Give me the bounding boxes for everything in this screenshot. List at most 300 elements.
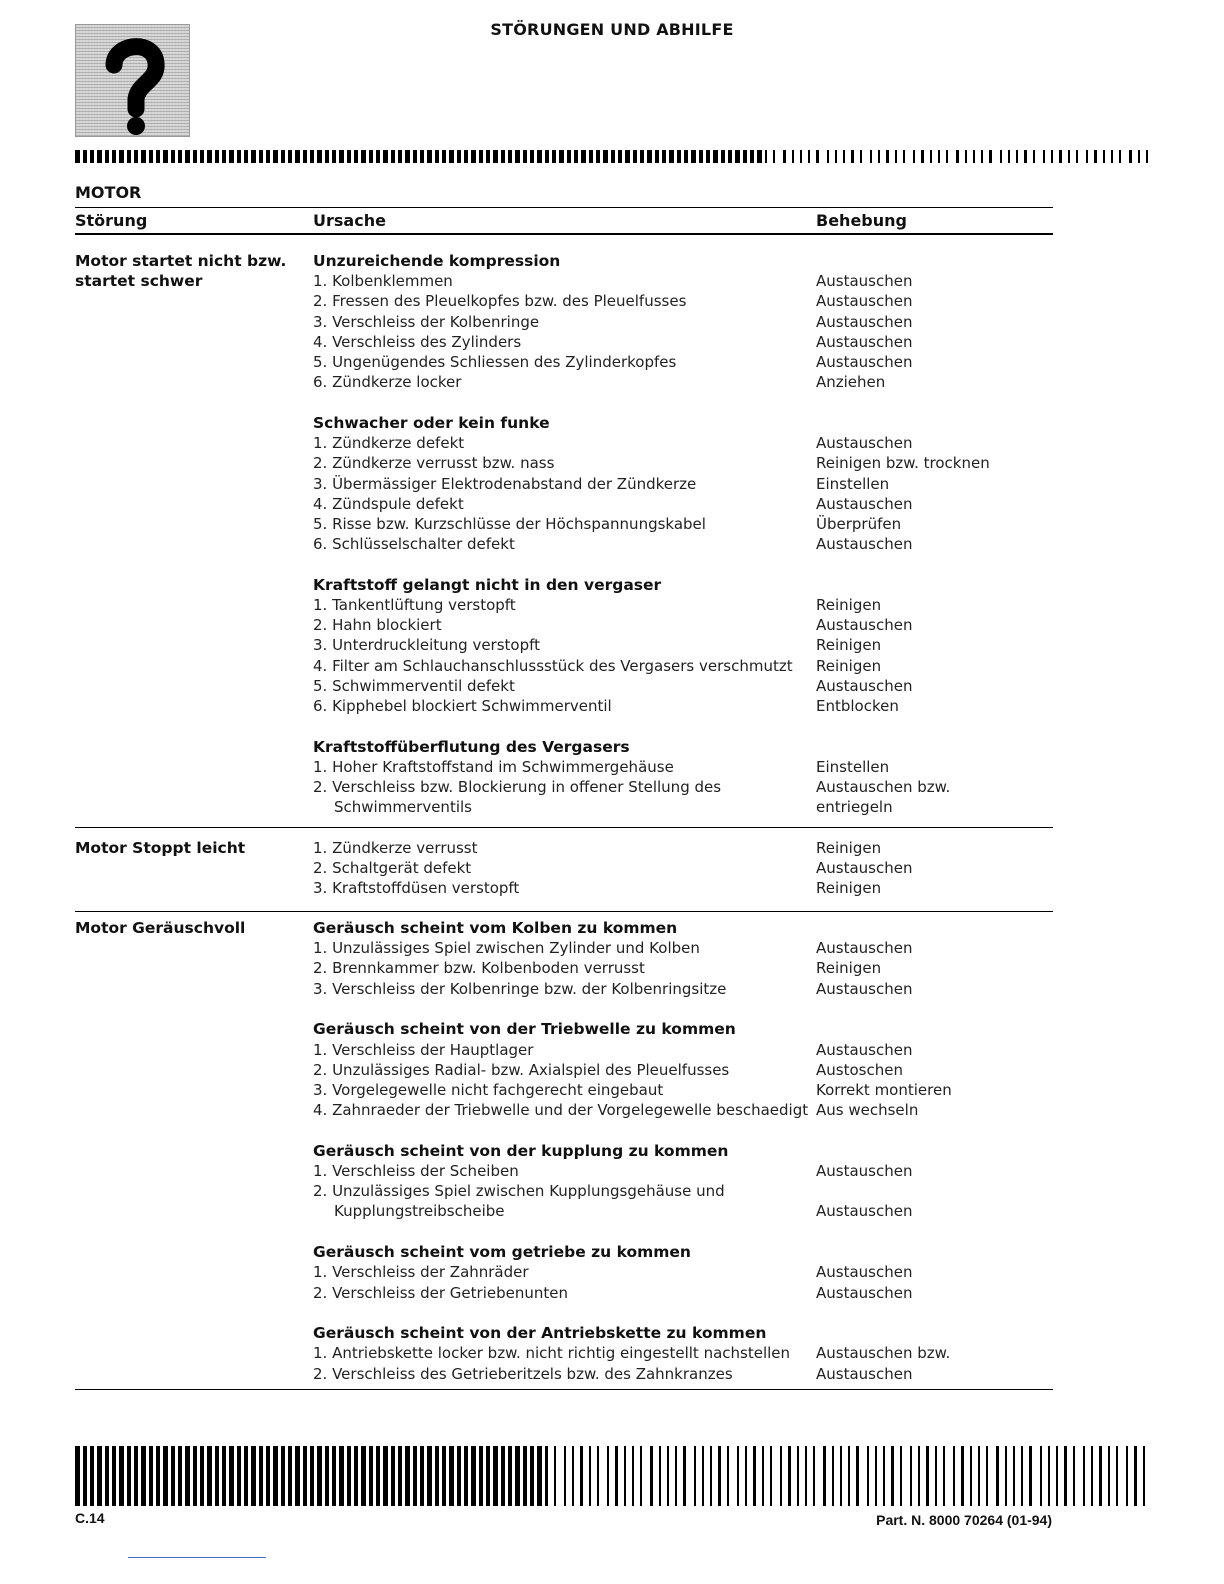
barcode-bar: [266, 150, 270, 163]
group-separator-rule: [75, 1389, 1053, 1390]
barcode-bar: [537, 1446, 542, 1506]
barcode-bar: [943, 1446, 945, 1506]
barcode-bar: [1013, 1446, 1015, 1506]
remedy-item: Aus wechseln: [816, 1101, 919, 1120]
barcode-bar: [479, 1446, 483, 1506]
barcode-bar: [376, 150, 380, 163]
barcode-bar: [244, 1446, 248, 1506]
barcode-bar: [369, 1446, 373, 1506]
barcode-bar: [391, 1446, 395, 1506]
remedy-item: Anziehen: [816, 373, 886, 392]
barcode-bar: [625, 150, 630, 163]
barcode-bar: [823, 1446, 826, 1506]
barcode-bar: [354, 150, 358, 163]
barcode-bar: [501, 150, 505, 163]
barcode-bar: [1146, 150, 1148, 163]
page-number: C.14: [75, 1510, 105, 1526]
barcode-bar: [1086, 150, 1088, 163]
barcode-bar: [449, 150, 454, 163]
barcode-bar: [574, 150, 578, 163]
barcode-bar: [840, 1446, 842, 1506]
barcode-bar: [207, 150, 212, 163]
barcode-bar: [537, 150, 542, 163]
barcode-bar: [325, 1446, 329, 1506]
remedy-item: Austauschen: [816, 859, 913, 878]
barcode-bar: [288, 1446, 292, 1506]
barcode-bar: [222, 150, 226, 163]
barcode-bar: [281, 1446, 285, 1506]
barcode-bar: [728, 150, 732, 163]
barcode-bar: [1051, 150, 1053, 163]
barcode-bar: [1024, 150, 1027, 163]
barcode-bar: [1040, 1446, 1042, 1506]
barcode-bar: [895, 150, 897, 163]
barcode-bar: [773, 150, 775, 163]
cause-group-title: Geräusch scheint von der kupplung zu kommen: [313, 1141, 729, 1160]
barcode-bar: [624, 1446, 626, 1506]
cause-item: 3. Unterdruckleitung verstopft: [313, 636, 541, 655]
barcode-bar: [134, 150, 138, 163]
barcode-bar: [832, 1446, 834, 1506]
remedy-item: Austauschen: [816, 494, 913, 513]
barcode-bar: [215, 150, 219, 163]
header-bottom-rule: [75, 233, 1053, 235]
cause-item: 4. Verschleiss des Zylinders: [313, 332, 522, 351]
barcode-bar: [935, 1446, 937, 1506]
barcode-bar: [193, 150, 197, 163]
column-header-remedy: Behebung: [816, 211, 907, 230]
barcode-bar: [339, 1446, 344, 1506]
cause-group-title: Geräusch scheint vom Kolben zu kommen: [313, 919, 678, 937]
barcode-bar: [797, 1446, 799, 1506]
barcode-bar: [90, 150, 94, 163]
barcode-bar: [1043, 150, 1045, 163]
remedy-item: Reinigen: [816, 596, 882, 614]
barcode-bar: [867, 1446, 869, 1506]
barcode-bar: [762, 1446, 764, 1506]
barcode-bar: [946, 150, 948, 163]
part-number: Part. N. 8000 70264 (01-94): [876, 1512, 1052, 1528]
barcode-bar: [112, 150, 116, 163]
barcode-bar: [464, 150, 468, 163]
cause-item: 4. Zündspule defekt: [313, 494, 464, 513]
barcode-bar: [361, 1446, 366, 1506]
barcode-bar: [702, 1446, 704, 1506]
barcode-bar: [1048, 1446, 1050, 1506]
barcode-bar: [545, 150, 549, 163]
barcode-bar: [903, 150, 905, 163]
cause-item: 1. Verschleiss der Hauptlager: [313, 1040, 534, 1059]
barcode-bar: [745, 1446, 747, 1506]
barcode-bar: [237, 1446, 241, 1506]
barcode-bar: [589, 150, 593, 163]
barcode-bar: [325, 150, 329, 163]
barcode-bar: [559, 150, 564, 163]
barcode-bar: [757, 150, 762, 163]
cause-item: 4. Filter am Schlauchanschlussstück des Vergasers verschmutzt: [313, 656, 793, 675]
remedy-item: Reinigen: [816, 839, 882, 857]
barcode-bar: [961, 1446, 964, 1506]
cause-item: 2. Zündkerze verrusst bzw. nass: [313, 454, 555, 473]
barcode-bar: [376, 1446, 380, 1506]
barcode-bar: [266, 1446, 270, 1506]
barcode-bar: [792, 150, 794, 163]
barcode-bar: [237, 150, 241, 163]
barcode-bar: [281, 150, 285, 163]
barcode-bar: [603, 150, 608, 163]
barcode-bar: [295, 1446, 300, 1506]
barcode-bar: [222, 1446, 226, 1506]
remedy-item: Entblocken: [816, 697, 899, 715]
barcode-bar: [1005, 1446, 1007, 1506]
barcode-bar: [361, 150, 366, 163]
barcode-bar: [303, 1446, 307, 1506]
barcode-bar: [332, 1446, 336, 1506]
barcode-bar: [567, 150, 571, 163]
barcode-bar: [105, 1446, 109, 1506]
cause-item: 2. Verschleiss der Getriebenunten: [313, 1283, 568, 1302]
barcode-bar: [1091, 1446, 1093, 1506]
barcode-bar: [259, 1446, 263, 1506]
barcode-bar: [545, 1446, 548, 1506]
barcode-bar: [650, 1446, 653, 1506]
barcode-bar: [83, 150, 87, 163]
barcode-bar: [207, 1446, 212, 1506]
barcode-bar: [310, 1446, 314, 1506]
barcode-bar: [413, 1446, 417, 1506]
barcode-bar: [141, 1446, 146, 1506]
barcode-bar: [1076, 150, 1078, 163]
barcode-bar: [398, 1446, 402, 1506]
barcode-bar: [989, 150, 992, 163]
barcode-bar: [464, 1446, 468, 1506]
barcode-bar: [580, 1446, 583, 1506]
cause-item: 1. Verschleiss der Scheiben: [313, 1162, 519, 1180]
barcode-bar: [1094, 150, 1097, 163]
column-header-cause: Ursache: [313, 211, 386, 230]
barcode-bar: [800, 150, 802, 163]
barcode-bar: [921, 150, 924, 163]
barcode-bar: [339, 150, 344, 163]
barcode-bar: [295, 150, 300, 163]
barcode-bar: [200, 1446, 204, 1506]
barcode-bar: [427, 1446, 432, 1506]
barcode-bar: [684, 150, 688, 163]
barcode-bar: [808, 150, 810, 163]
barcode-bar: [1138, 150, 1140, 163]
barcode-bar: [515, 1446, 520, 1506]
cause-item: 2. Schaltgerät defekt: [313, 859, 472, 878]
barcode-bar: [1064, 1446, 1067, 1506]
barcode-bar: [317, 1446, 322, 1506]
barcode-bar: [229, 1446, 234, 1506]
barcode-bar: [737, 1446, 739, 1506]
cause-item: 2. Fressen des Pleuelkopfes bzw. des Pleuelfusses: [313, 292, 687, 311]
barcode-bar: [1083, 1446, 1085, 1506]
barcode-bar: [119, 150, 124, 163]
barcode-bar: [530, 1446, 534, 1506]
barcode-bar: [554, 1446, 556, 1506]
barcode-bar: [486, 1446, 490, 1506]
remedy-item: Überprüfen: [816, 514, 902, 533]
barcode-bar: [215, 1446, 219, 1506]
barcode-bar: [973, 150, 975, 163]
barcode-bar: [913, 150, 915, 163]
barcode-bar: [1033, 150, 1035, 163]
barcode-bar: [1068, 150, 1070, 163]
barcode-bar: [259, 150, 263, 163]
remedy-item: Austauschen: [816, 979, 913, 998]
barcode-bar: [607, 1446, 609, 1506]
remedy-item: Austauschen: [816, 292, 913, 311]
barcode-bar: [691, 150, 696, 163]
barcode-bar: [1103, 150, 1105, 163]
barcode-bar: [97, 150, 102, 163]
cause-item: 4. Zahnraeder der Triebwelle und der Vorgelegewelle beschaedigt: [313, 1101, 809, 1120]
remedy-item: Reinigen: [816, 656, 882, 675]
remedy-item: Einstellen: [816, 757, 890, 776]
barcode-bar: [523, 150, 527, 163]
barcode-bar: [1056, 1446, 1058, 1506]
barcode-bar: [677, 150, 681, 163]
cause-item: 1. Tankentlüftung verstopft: [313, 596, 516, 614]
barcode-bar: [273, 1446, 278, 1506]
remedy-item: Austauschen: [816, 312, 913, 331]
barcode-bar: [788, 1446, 791, 1506]
barcode-bar: [597, 1446, 599, 1506]
page-title: STÖRUNGEN UND ABHILFE: [490, 20, 734, 39]
barcode-bar: [471, 1446, 476, 1506]
cause-item: 5. Schwimmerventil defekt: [313, 676, 515, 695]
cause-group-title: Geräusch scheint von der Antriebskette zu kommen: [313, 1324, 767, 1343]
remedy-item: Austauschen: [816, 535, 913, 554]
cause-item: 3. Verschleiss der Kolbenringe: [313, 312, 540, 331]
remedy-item: entriegeln: [816, 798, 893, 817]
remedy-item: Austoschen: [816, 1060, 903, 1079]
barcode-bar: [427, 150, 432, 163]
barcode-bar: [391, 150, 395, 163]
barcode-bar: [633, 150, 637, 163]
barcode-bar: [856, 1446, 859, 1506]
barcode-bar: [640, 1446, 642, 1506]
barcode-bar: [317, 150, 322, 163]
barcode-bar: [770, 1446, 772, 1506]
barcode-bar: [765, 150, 767, 163]
barcode-bar: [486, 150, 490, 163]
remedy-item: Austauschen: [816, 434, 913, 453]
remedy-item: Austauschen: [816, 353, 913, 371]
remedy-item: Reinigen: [816, 636, 882, 655]
barcode-bar: [743, 150, 747, 163]
cause-item: 1. Antriebskette locker bzw. nicht richtig eingestellt nachstellen: [313, 1344, 791, 1363]
cause-item: 1. Verschleiss der Zahnräder: [313, 1263, 529, 1282]
barcode-bar: [1134, 1446, 1137, 1506]
barcode-bar: [926, 1446, 929, 1506]
barcode-bar: [347, 150, 351, 163]
barcode-bar: [141, 150, 146, 163]
fault-label: Motor startet nicht bzw. startet schwer: [75, 252, 287, 290]
barcode-bar: [956, 150, 959, 163]
barcode-bar: [193, 1446, 197, 1506]
remedy-item: Austauschen bzw.: [816, 1344, 951, 1363]
barcode-bar: [667, 1446, 669, 1506]
barcode-bar: [816, 150, 819, 163]
barcode-bar: [1126, 1446, 1128, 1506]
cause-item: 2. Brennkammer bzw. Kolbenboden verrusst: [313, 959, 645, 978]
barcode-bar: [813, 1446, 815, 1506]
cause-item: 6. Schlüsselschalter defekt: [313, 535, 515, 554]
barcode-bar: [589, 1446, 591, 1506]
cause-item: 2. Unzulässiges Spiel zwischen Kupplungsgehäuse und: [313, 1182, 725, 1201]
barcode-bar: [288, 150, 292, 163]
barcode-bar: [119, 1446, 124, 1506]
barcode-bar: [508, 1446, 512, 1506]
barcode-bar: [127, 1446, 131, 1506]
barcode-bar: [435, 150, 439, 163]
barcode-bar: [910, 1446, 912, 1506]
barcode-bar: [886, 150, 889, 163]
barcode-bar: [750, 150, 754, 163]
barcode-bar: [163, 1446, 168, 1506]
barcode-bar: [710, 1446, 712, 1506]
cause-group-title: Kraftstoff gelangt nicht in den vergaser: [313, 575, 662, 594]
fault-label: Motor Stoppt leicht: [75, 839, 246, 857]
barcode-bar: [581, 150, 586, 163]
barcode-bar: [251, 150, 256, 163]
remedy-item: Korrekt montieren: [816, 1080, 952, 1099]
barcode-bar: [383, 150, 388, 163]
barcode-bar: [163, 150, 168, 163]
cause-item: Kupplungstreibscheibe: [334, 1202, 505, 1221]
cause-group-title: Schwacher oder kein funke: [313, 413, 550, 432]
cause-item: 3. Übermässiger Elektrodenabstand der Zündkerze: [313, 474, 697, 493]
cause-item: 1. Zündkerze defekt: [313, 434, 465, 453]
barcode-bar: [596, 150, 600, 163]
remedy-item: Austauschen: [816, 1162, 913, 1180]
top-barcode-strip: [75, 150, 1151, 163]
barcode-bar: [706, 150, 710, 163]
barcode-bar: [229, 150, 234, 163]
barcode-bar: [1073, 1446, 1075, 1506]
cause-item: 3. Vorgelegewelle nicht fachgerecht eingebaut: [313, 1080, 664, 1099]
cause-item: 1. Zündkerze verrusst: [313, 839, 478, 857]
remedy-item: Austauschen: [816, 1283, 913, 1302]
cause-item: 5. Risse bzw. Kurzschlüsse der Höchspannungskabel: [313, 514, 706, 533]
barcode-bar: [156, 150, 160, 163]
barcode-bar: [1111, 150, 1113, 163]
barcode-bar: [843, 150, 845, 163]
cause-group-title: Unzureichende kompression: [313, 252, 561, 270]
barcode-bar: [354, 1446, 358, 1506]
remedy-item: Austauschen: [816, 1364, 913, 1383]
cause-item: 2. Verschleiss des Getrieberitzels bzw. des Zahnkranzes: [313, 1364, 733, 1383]
barcode-bar: [420, 150, 424, 163]
cause-item: 3. Verschleiss der Kolbenringe bzw. der Kolbenringsitze: [313, 979, 727, 998]
barcode-bar: [435, 1446, 439, 1506]
remedy-item: Austauschen: [816, 1202, 913, 1221]
barcode-bar: [171, 1446, 175, 1506]
remedy-item: Austauschen: [816, 1263, 913, 1282]
barcode-bar: [1099, 1446, 1102, 1506]
cause-item: 2. Unzulässiges Radial- bzw. Axialspiel des Pleuelfusses: [313, 1060, 730, 1079]
barcode-bar: [398, 150, 402, 163]
barcode-bar: [870, 150, 872, 163]
barcode-bar: [699, 150, 703, 163]
remedy-item: Reinigen: [816, 959, 882, 978]
barcode-bar: [449, 1446, 454, 1506]
question-mark-icon: [75, 24, 190, 137]
barcode-bar: [1119, 150, 1121, 163]
barcode-bar: [420, 1446, 424, 1506]
cause-group-title: Kraftstoffüberflutung des Vergasers: [313, 737, 630, 756]
barcode-bar: [675, 1446, 677, 1506]
barcode-bar: [457, 1446, 461, 1506]
remedy-item: Einstellen: [816, 474, 890, 493]
barcode-bar: [97, 1446, 102, 1506]
cause-item: 1. Unzulässiges Spiel zwischen Zylinder und Kolben: [313, 939, 700, 958]
barcode-bar: [683, 1446, 686, 1506]
barcode-bar: [523, 1446, 527, 1506]
barcode-bar: [515, 150, 520, 163]
barcode-bar: [552, 150, 556, 163]
barcode-bar: [90, 1446, 94, 1506]
barcode-bar: [530, 150, 534, 163]
barcode-bar: [471, 150, 476, 163]
barcode-bar: [953, 1446, 955, 1506]
barcode-bar: [655, 150, 659, 163]
barcode-bar: [493, 1446, 498, 1506]
barcode-bar: [805, 1446, 807, 1506]
barcode-bar: [383, 1446, 388, 1506]
barcode-bar: [900, 1446, 902, 1506]
barcode-bar: [780, 1446, 782, 1506]
barcode-bar: [156, 1446, 160, 1506]
barcode-bar: [1016, 150, 1018, 163]
barcode-bar: [1059, 150, 1062, 163]
group-separator-rule: [75, 911, 1053, 912]
cause-item: 3. Kraftstoffdüsen verstopft: [313, 879, 520, 898]
barcode-bar: [978, 1446, 980, 1506]
barcode-bar: [827, 150, 829, 163]
remedy-item: Austauschen bzw.: [816, 778, 951, 797]
scan-artifact-line: [128, 1557, 266, 1558]
barcode-bar: [996, 1446, 999, 1506]
barcode-bar: [669, 150, 674, 163]
barcode-bar: [127, 150, 131, 163]
cause-item: 2. Verschleiss bzw. Blockierung in offener Stellung des: [313, 778, 722, 797]
barcode-bar: [647, 150, 652, 163]
barcode-bar: [938, 150, 940, 163]
barcode-bar: [713, 150, 718, 163]
barcode-bar: [332, 150, 336, 163]
barcode-bar: [75, 1446, 80, 1506]
barcode-bar: [442, 150, 446, 163]
barcode-bar: [883, 1446, 885, 1506]
barcode-bar: [347, 1446, 351, 1506]
barcode-bar: [200, 150, 204, 163]
barcode-bar: [1129, 150, 1132, 163]
cause-item: 2. Hahn blockiert: [313, 616, 442, 635]
cause-item: 1. Hoher Kraftstoffstand im Schwimmergehäuse: [313, 757, 674, 776]
barcode-bar: [694, 1446, 696, 1506]
barcode-bar: [303, 150, 307, 163]
barcode-bar: [1008, 150, 1010, 163]
remedy-item: Austauschen: [816, 272, 913, 291]
header-top-rule: [75, 207, 1053, 208]
barcode-bar: [405, 1446, 410, 1506]
barcode-bar: [783, 150, 786, 163]
bottom-barcode-strip: [75, 1446, 1151, 1506]
